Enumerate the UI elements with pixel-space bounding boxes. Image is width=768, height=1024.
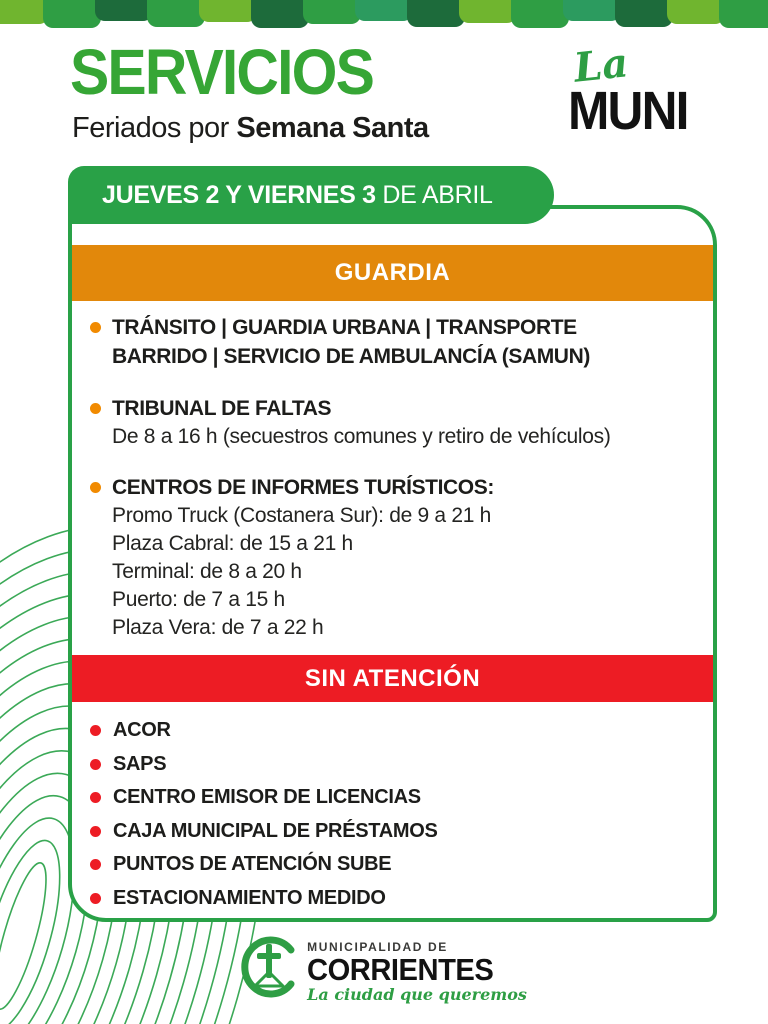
red-bullet-icon bbox=[90, 826, 101, 837]
municipality-name: CORRIENTES bbox=[307, 952, 494, 987]
guardia-item-transito bbox=[90, 313, 699, 371]
guardia-item-line: TRÁNSITO | GUARDIA URBANA | TRANSPORTE bbox=[112, 316, 577, 339]
sin-atencion-label: CAJA MUNICIPAL DE PRÉSTAMOS bbox=[113, 819, 438, 842]
date-banner-bold: JUEVES 2 Y VIERNES 3 bbox=[102, 180, 376, 209]
red-bullet-icon bbox=[90, 893, 101, 904]
municipality-small-label: MUNICIPALIDAD DE bbox=[307, 940, 448, 954]
la-muni-logo-main: MUNI bbox=[568, 81, 688, 141]
sin-atencion-label: SAPS bbox=[113, 752, 167, 775]
date-banner-regular: DE ABRIL bbox=[375, 180, 493, 209]
la-muni-logo bbox=[568, 39, 718, 144]
sin-atencion-item bbox=[90, 748, 699, 782]
orange-bullet-icon bbox=[90, 482, 101, 493]
guardia-item-tribunal bbox=[90, 394, 699, 451]
sin-atencion-label: ACOR bbox=[113, 719, 171, 742]
page-subtitle bbox=[72, 112, 429, 145]
la-muni-logo-script: La bbox=[571, 39, 631, 92]
sin-atencion-item bbox=[90, 815, 699, 849]
top-green-strip-decoration bbox=[0, 0, 768, 28]
guardia-list bbox=[90, 313, 699, 642]
sin-atencion-label: ESTACIONAMIENTO MEDIDO bbox=[113, 886, 386, 909]
municipality-tagline: La ciudad que queremos bbox=[307, 984, 527, 1004]
municipality-logo-text bbox=[307, 936, 527, 1004]
footer bbox=[0, 936, 768, 1004]
orange-bullet-icon bbox=[90, 403, 101, 414]
guardia-item-turisticos bbox=[90, 473, 699, 642]
red-bullet-icon bbox=[90, 759, 101, 770]
sin-atencion-section-header: SIN ATENCIÓN bbox=[72, 655, 713, 702]
guardia-item-detail: Promo Truck (Costanera Sur): de 9 a 21 h bbox=[112, 504, 492, 527]
guardia-section-header: GUARDIA bbox=[72, 245, 713, 301]
red-bullet-icon bbox=[90, 792, 101, 803]
subtitle-regular: Feriados por bbox=[72, 112, 237, 144]
services-card bbox=[68, 205, 717, 922]
guardia-item-detail: Terminal: de 8 a 20 h bbox=[112, 560, 302, 583]
guardia-item-detail: Puerto: de 7 a 15 h bbox=[112, 588, 285, 611]
sin-atencion-list bbox=[90, 714, 699, 915]
guardia-item-detail: De 8 a 16 h (secuestros comunes y retiro de vehículos) bbox=[112, 425, 611, 448]
guardia-item-detail: Plaza Cabral: de 15 a 21 h bbox=[112, 532, 353, 555]
sin-atencion-label: CENTRO EMISOR DE LICENCIAS bbox=[113, 786, 421, 809]
corrientes-cross-emblem-icon bbox=[241, 936, 297, 998]
sin-atencion-item bbox=[90, 882, 699, 916]
red-bullet-icon bbox=[90, 859, 101, 870]
red-bullet-icon bbox=[90, 725, 101, 736]
municipality-logo bbox=[241, 936, 527, 1004]
sin-atencion-label: PUNTOS DE ATENCIÓN SUBE bbox=[113, 853, 392, 876]
guardia-item-detail: Plaza Vera: de 7 a 22 h bbox=[112, 616, 324, 639]
sin-atencion-item bbox=[90, 714, 699, 748]
orange-bullet-icon bbox=[90, 322, 101, 333]
sin-atencion-item bbox=[90, 848, 699, 882]
guardia-item-title: CENTROS DE INFORMES TURÍSTICOS: bbox=[112, 476, 494, 499]
sin-atencion-item bbox=[90, 781, 699, 815]
guardia-item-title: TRIBUNAL DE FALTAS bbox=[112, 397, 332, 420]
page-title: SERVICIOS bbox=[70, 36, 374, 108]
date-banner bbox=[68, 166, 554, 224]
guardia-item-line: BARRIDO | SERVICIO DE AMBULANCÍA (SAMUN) bbox=[112, 345, 590, 368]
subtitle-bold: Semana Santa bbox=[236, 112, 429, 144]
